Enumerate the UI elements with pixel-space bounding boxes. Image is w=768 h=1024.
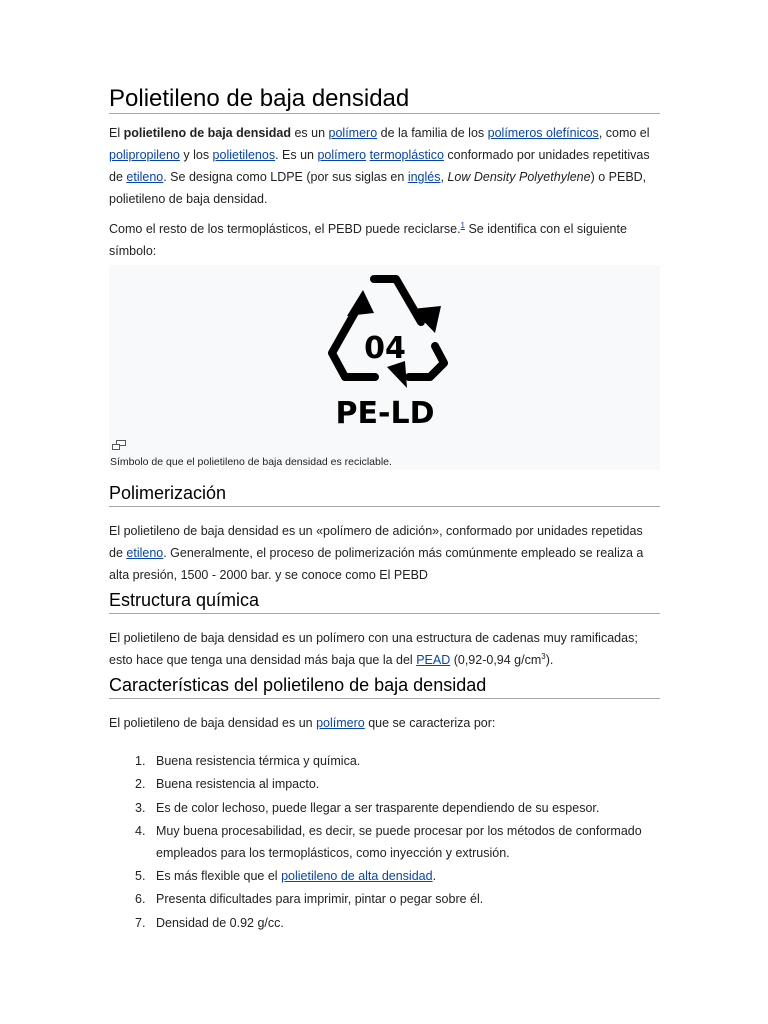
intro-paragraph: [109, 122, 660, 210]
list-item: [109, 797, 660, 819]
paragraph-text: (0,92-0,94 g/cm: [450, 653, 542, 667]
list-text: Buena resistencia al impacto.: [156, 777, 320, 792]
list-item: [109, 750, 660, 772]
intro-bold-term: polietileno de baja densidad: [123, 126, 291, 140]
page-title: Polietileno de baja densidad: [109, 84, 660, 114]
list-item: [109, 773, 660, 795]
link-etileno-2[interactable]: etileno: [126, 546, 164, 560]
resin-code: 04: [364, 331, 406, 366]
section-heading-polimerizacion: Polimerización: [109, 482, 660, 507]
paragraph-text: que se caracteriza por:: [364, 716, 496, 730]
list-item: [109, 865, 660, 887]
list-number: 2.: [135, 777, 146, 792]
superscript: 3: [541, 651, 546, 661]
list-text: Densidad de 0.92 g/cc.: [156, 915, 284, 930]
link-termoplastico[interactable]: termoplástico: [369, 148, 444, 162]
link-polimeros-olefinicos[interactable]: polímeros olefínicos: [487, 126, 599, 140]
list-item: [109, 820, 660, 864]
list-number: 5.: [135, 869, 146, 884]
recycling-figure: [109, 265, 660, 470]
link-polietilenos[interactable]: polietilenos: [212, 148, 276, 162]
intro-text: , como el: [598, 126, 650, 140]
recycle-paragraph: [109, 218, 660, 262]
link-etileno[interactable]: etileno: [126, 170, 164, 184]
link-polimero[interactable]: polímero: [328, 126, 378, 140]
intro-text: . Es un: [275, 148, 318, 162]
list-number: 1.: [135, 754, 146, 768]
enlarge-icon[interactable]: [112, 440, 126, 450]
figure-caption: Símbolo de que el polietileno de baja densidad es reciclable.: [110, 456, 392, 468]
link-polimero-2[interactable]: polímero: [317, 148, 367, 162]
recycle-text: Como el resto de los termoplásticos, el PEBD puede reciclarse.: [109, 222, 461, 236]
paragraph-text: ).: [545, 653, 554, 667]
intro-text: y los: [179, 148, 213, 162]
section-heading-caracteristicas: Características del polietileno de baja densidad: [109, 674, 660, 699]
link-polipropileno[interactable]: polipropileno: [109, 148, 180, 162]
intro-text: de la familia de los: [377, 126, 488, 140]
polimerizacion-paragraph: [109, 520, 660, 586]
intro-text: ) o PEBD, polietileno de baja densidad.: [109, 170, 647, 206]
intro-italic: Low Density Polyethylene: [447, 170, 591, 184]
list-number: 7.: [135, 915, 146, 930]
list-text: Presenta dificultades para imprimir, pintar o pegar sobre él.: [156, 892, 484, 907]
link-polietileno-alta-densidad[interactable]: polietileno de alta densidad: [281, 869, 433, 884]
caracteristicas-paragraph: [109, 712, 660, 734]
list-number: 3.: [135, 800, 146, 815]
paragraph-text: El polietileno de baja densidad es un: [109, 716, 317, 730]
list-text: Muy buena procesabilidad, es decir, se puede procesar por los métodos de conformado empleados para los termoplásticos, como inyección y extrusión.: [156, 823, 642, 860]
recycling-symbol-icon: [317, 269, 453, 433]
list-item: [109, 888, 660, 910]
recycle-text: Se identifica con el siguiente símbolo:: [109, 222, 627, 258]
intro-text: conformado por unidades repetitivas de: [109, 148, 650, 184]
link-polimero-3[interactable]: polímero: [316, 716, 365, 730]
paragraph-text: . Generalmente, el proceso de polimerización más comúnmente empleado se realiza a alta presión, 1500 - 2000 bar. y se conoce como El PEBD: [109, 546, 644, 582]
intro-text: es un: [290, 126, 329, 140]
resin-label: PE-LD: [335, 396, 435, 431]
paragraph-text: El polietileno de baja densidad es un «polímero de adición», conformado por unidades repetidas de: [109, 524, 643, 560]
list-text: .: [432, 869, 437, 884]
intro-text: . Se designa como LDPE (por sus siglas en: [163, 170, 408, 184]
paragraph-text: El polietileno de baja densidad es un polímero con una estructura de cadenas muy ramificadas; esto hace que tenga una densidad más baja que la del: [109, 631, 638, 667]
list-text: Es más flexible que el: [156, 869, 282, 884]
list-text: Es de color lechoso, puede llegar a ser trasparente dependiendo de su espesor.: [156, 800, 600, 815]
characteristics-list: [109, 750, 660, 935]
link-pead[interactable]: PEAD: [416, 653, 451, 667]
link-ingles[interactable]: inglés: [407, 170, 441, 184]
list-number: 6.: [135, 892, 146, 907]
intro-text: El: [109, 126, 124, 140]
list-item: [109, 912, 660, 934]
list-number: 4.: [135, 823, 146, 838]
estructura-paragraph: [109, 627, 660, 671]
intro-text: ,: [440, 170, 448, 184]
section-heading-estructura: Estructura química: [109, 589, 660, 614]
list-text: Buena resistencia térmica y química.: [156, 754, 361, 768]
reference-link[interactable]: 1: [460, 220, 465, 230]
